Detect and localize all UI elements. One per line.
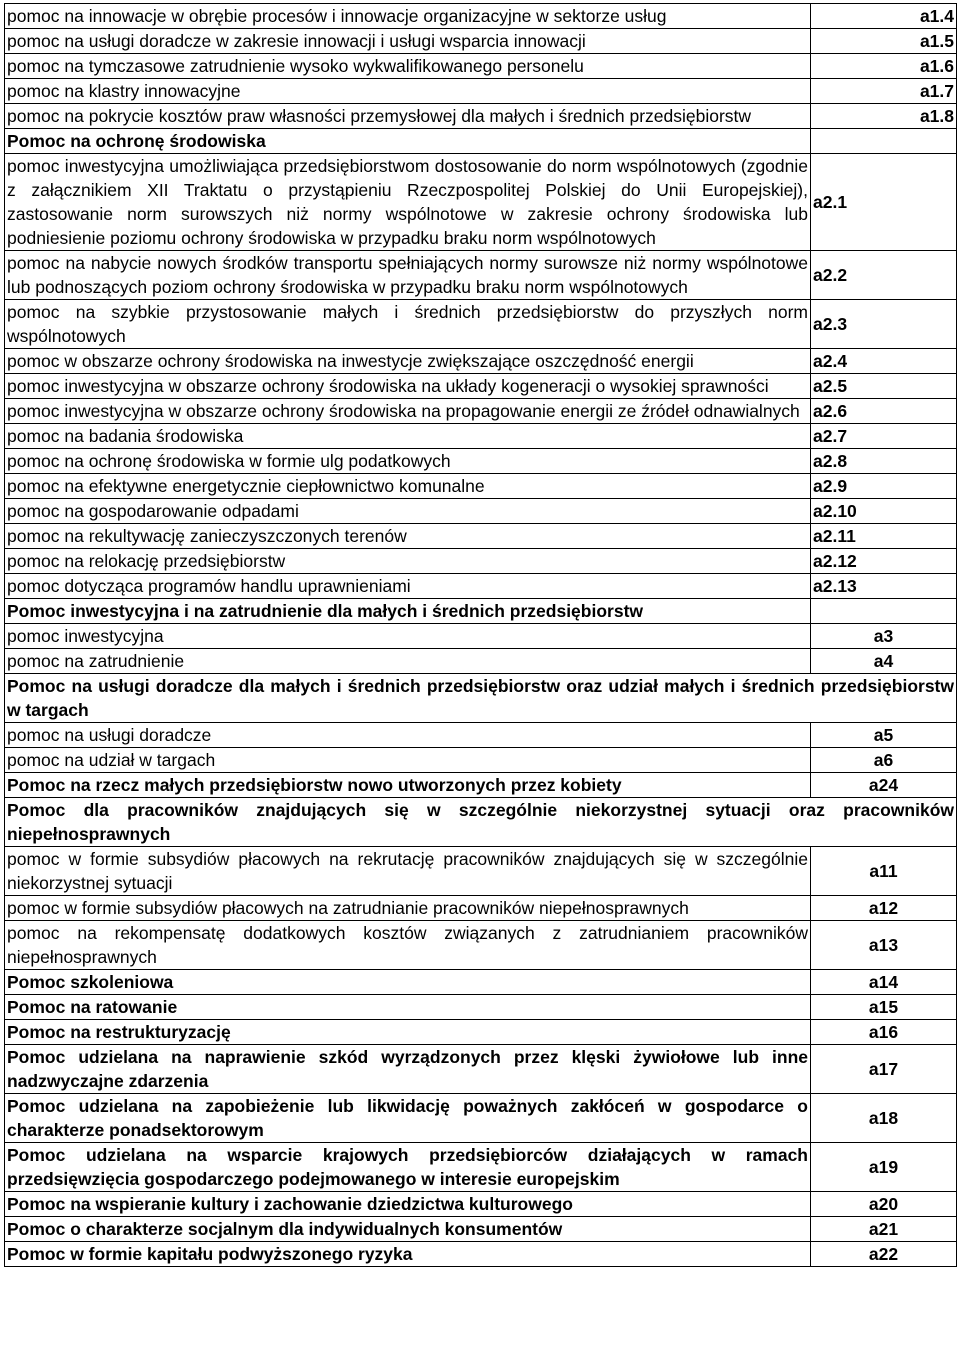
aid-code: a4 <box>811 649 957 674</box>
aid-code <box>811 129 957 154</box>
aid-description: pomoc dotycząca programów handlu uprawnieniami <box>5 574 811 599</box>
aid-description: pomoc w obszarze ochrony środowiska na inwestycje zwiększające oszczędność energii <box>5 349 811 374</box>
table-row <box>5 649 957 674</box>
table-row <box>5 349 957 374</box>
aid-code: a2.2 <box>811 251 957 300</box>
section-heading: Pomoc szkoleniowa <box>5 970 811 995</box>
aid-code: a1.4 <box>811 4 957 29</box>
aid-description: pomoc na zatrudnienie <box>5 649 811 674</box>
section-heading: Pomoc dla pracowników znajdujących się w szczególnie niekorzystnej sytuacji oraz pracowników niepełnosprawnych <box>5 798 957 847</box>
table-row <box>5 154 957 251</box>
aid-code: a2.12 <box>811 549 957 574</box>
table-body <box>5 4 957 1267</box>
table-row <box>5 1020 957 1045</box>
section-heading: Pomoc na wspieranie kultury i zachowanie dziedzictwa kulturowego <box>5 1192 811 1217</box>
aid-code: a15 <box>811 995 957 1020</box>
table-row <box>5 54 957 79</box>
table-row <box>5 674 957 723</box>
aid-description: pomoc w formie subsydiów płacowych na rekrutację pracowników znajdujących się w szczególnie niekorzystnej sytuacji <box>5 847 811 896</box>
table-row <box>5 449 957 474</box>
aid-description: pomoc w formie subsydiów płacowych na zatrudnianie pracowników niepełnosprawnych <box>5 896 811 921</box>
section-heading: Pomoc na ochronę środowiska <box>5 129 811 154</box>
aid-code: a2.8 <box>811 449 957 474</box>
section-heading: Pomoc w formie kapitału podwyższonego ryzyka <box>5 1242 811 1267</box>
table-row <box>5 300 957 349</box>
aid-code: a19 <box>811 1143 957 1192</box>
aid-description: pomoc na klastry innowacyjne <box>5 79 811 104</box>
table-row <box>5 1217 957 1242</box>
aid-code: a2.7 <box>811 424 957 449</box>
table-row <box>5 424 957 449</box>
table-row <box>5 474 957 499</box>
table-row <box>5 1192 957 1217</box>
aid-code: a5 <box>811 723 957 748</box>
aid-description: pomoc na ochronę środowiska w formie ulg podatkowych <box>5 449 811 474</box>
aid-description: pomoc na usługi doradcze <box>5 723 811 748</box>
aid-code: a17 <box>811 1045 957 1094</box>
aid-code: a2.3 <box>811 300 957 349</box>
section-heading: Pomoc na usługi doradcze dla małych i średnich przedsiębiorstw oraz udział małych i średnich przedsiębiorstw w targach <box>5 674 957 723</box>
aid-code: a2.9 <box>811 474 957 499</box>
aid-description: pomoc na tymczasowe zatrudnienie wysoko wykwalifikowanego personelu <box>5 54 811 79</box>
section-heading: Pomoc na restrukturyzację <box>5 1020 811 1045</box>
aid-code: a14 <box>811 970 957 995</box>
table-row <box>5 995 957 1020</box>
aid-code: a2.1 <box>811 154 957 251</box>
table-row <box>5 748 957 773</box>
table-row <box>5 4 957 29</box>
aid-description: pomoc na relokację przedsiębiorstw <box>5 549 811 574</box>
table-row <box>5 129 957 154</box>
table-row <box>5 723 957 748</box>
section-heading: Pomoc na rzecz małych przedsiębiorstw nowo utworzonych przez kobiety <box>5 773 811 798</box>
aid-code: a2.4 <box>811 349 957 374</box>
aid-code: a2.5 <box>811 374 957 399</box>
aid-description: pomoc na usługi doradcze w zakresie innowacji i usługi wsparcia innowacji <box>5 29 811 54</box>
aid-code: a2.13 <box>811 574 957 599</box>
table-row <box>5 970 957 995</box>
aid-code: a1.6 <box>811 54 957 79</box>
section-heading: Pomoc o charakterze socjalnym dla indywidualnych konsumentów <box>5 1217 811 1242</box>
aid-code: a22 <box>811 1242 957 1267</box>
aid-code: a13 <box>811 921 957 970</box>
aid-code: a1.7 <box>811 79 957 104</box>
aid-description: pomoc na nabycie nowych środków transportu spełniających normy surowsze niż normy wspólnotowe lub podnoszących poziom ochrony środowiska w przypadku braku norm wspólnotowych <box>5 251 811 300</box>
table-row <box>5 499 957 524</box>
table-row <box>5 1094 957 1143</box>
aid-code: a2.10 <box>811 499 957 524</box>
table-row <box>5 847 957 896</box>
aid-code: a18 <box>811 1094 957 1143</box>
aid-description: pomoc na badania środowiska <box>5 424 811 449</box>
aid-description: pomoc na rekompensatę dodatkowych kosztów związanych z zatrudnianiem pracowników niepełnosprawnych <box>5 921 811 970</box>
aid-description: pomoc inwestycyjna w obszarze ochrony środowiska na propagowanie energii ze źródeł odnawialnych <box>5 399 811 424</box>
aid-code: a11 <box>811 847 957 896</box>
table-row <box>5 773 957 798</box>
aid-code: a24 <box>811 773 957 798</box>
table-row <box>5 574 957 599</box>
aid-description: pomoc inwestycyjna <box>5 624 811 649</box>
table-row <box>5 79 957 104</box>
table-row <box>5 399 957 424</box>
aid-description: pomoc inwestycyjna w obszarze ochrony środowiska na układy kogeneracji o wysokiej sprawności <box>5 374 811 399</box>
table-row <box>5 1143 957 1192</box>
table-row <box>5 599 957 624</box>
table-row <box>5 251 957 300</box>
table-row <box>5 104 957 129</box>
aid-description: pomoc na rekultywację zanieczyszczonych terenów <box>5 524 811 549</box>
aid-code: a2.11 <box>811 524 957 549</box>
section-heading: Pomoc udzielana na zapobieżenie lub likwidację poważnych zakłóceń w gospodarce o charakterze ponadsektorowym <box>5 1094 811 1143</box>
table-row <box>5 1242 957 1267</box>
table-row <box>5 524 957 549</box>
table-row <box>5 624 957 649</box>
aid-description: pomoc na innowacje w obrębie procesów i innowacje organizacyjne w sektorze usług <box>5 4 811 29</box>
aid-description: pomoc na udział w targach <box>5 748 811 773</box>
aid-code: a16 <box>811 1020 957 1045</box>
aid-code: a6 <box>811 748 957 773</box>
aid-description: pomoc inwestycyjna umożliwiająca przedsiębiorstwom dostosowanie do norm wspólnotowych (zgodnie z załącznikiem XII Traktatu o przystąpieniu Rzeczpospolitej Polskiej do Unii Europejskiej), zastosowanie norm surowszych niż normy wspólnotowe w zakresie ochrony środowiska lub podniesienie poziomu ochrony środowiska w przypadku braku norm wspólnotowych <box>5 154 811 251</box>
aid-code: a1.8 <box>811 104 957 129</box>
table-row <box>5 1045 957 1094</box>
aid-code: a20 <box>811 1192 957 1217</box>
section-heading: Pomoc na ratowanie <box>5 995 811 1020</box>
table-row <box>5 798 957 847</box>
aid-description: pomoc na gospodarowanie odpadami <box>5 499 811 524</box>
aid-code: a2.6 <box>811 399 957 424</box>
aid-description: pomoc na szybkie przystosowanie małych i średnich przedsiębiorstw do przyszłych norm wspólnotowych <box>5 300 811 349</box>
section-heading: Pomoc inwestycyjna i na zatrudnienie dla małych i średnich przedsiębiorstw <box>5 599 811 624</box>
table-row <box>5 549 957 574</box>
aid-code <box>811 599 957 624</box>
aid-description: pomoc na efektywne energetycznie ciepłownictwo komunalne <box>5 474 811 499</box>
table-row <box>5 29 957 54</box>
table-row <box>5 921 957 970</box>
aid-code: a1.5 <box>811 29 957 54</box>
table-row <box>5 374 957 399</box>
aid-category-table <box>4 3 957 1267</box>
section-heading: Pomoc udzielana na naprawienie szkód wyrządzonych przez klęski żywiołowe lub inne nadzwyczajne zdarzenia <box>5 1045 811 1094</box>
aid-description: pomoc na pokrycie kosztów praw własności przemysłowej dla małych i średnich przedsiębiorstw <box>5 104 811 129</box>
aid-code: a12 <box>811 896 957 921</box>
aid-code: a3 <box>811 624 957 649</box>
table-row <box>5 896 957 921</box>
section-heading: Pomoc udzielana na wsparcie krajowych przedsiębiorców działających w ramach przedsięwzięcia gospodarczego podejmowanego w interesie europejskim <box>5 1143 811 1192</box>
aid-code: a21 <box>811 1217 957 1242</box>
